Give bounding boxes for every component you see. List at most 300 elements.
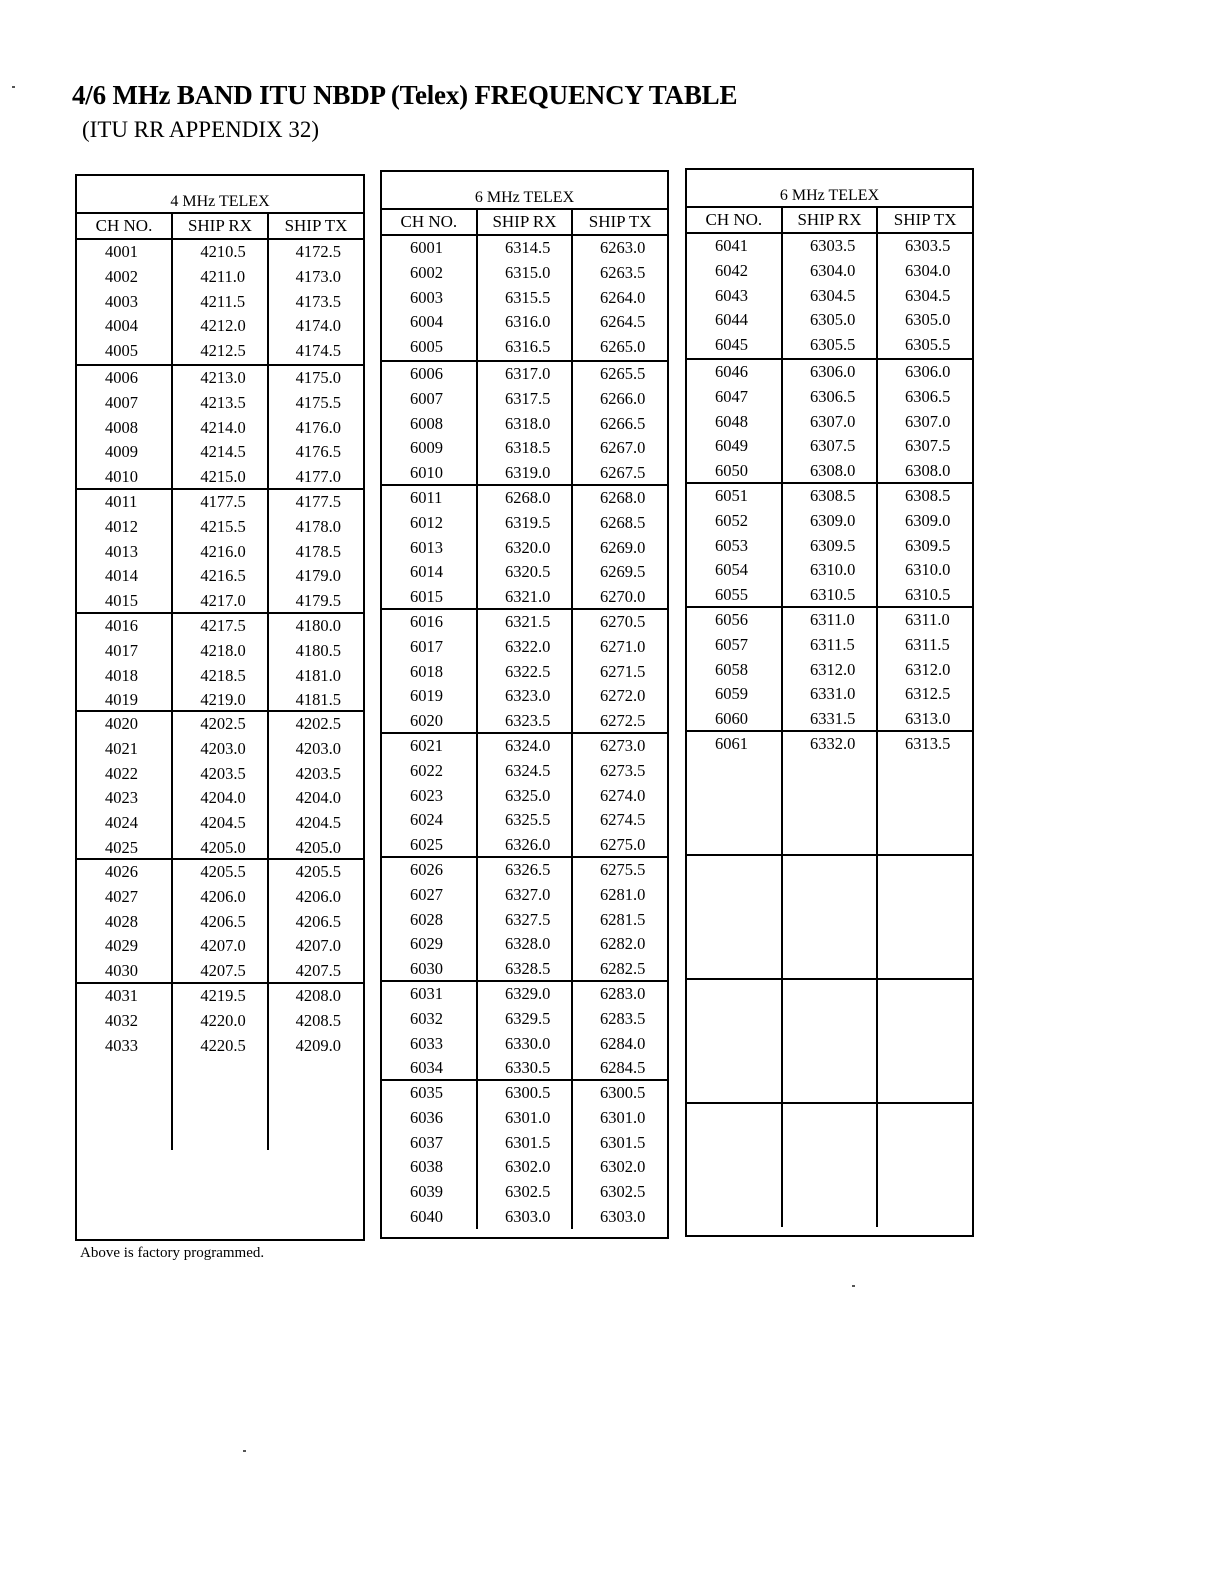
ship-tx-frequency: 6305.0 [905,310,951,330]
ship-tx-frequency: 6306.0 [905,362,951,381]
ship-rx-frequency: 6327.5 [505,909,551,929]
ship-rx-frequency: 4215.5 [200,516,246,536]
table-row [687,682,972,707]
ship-rx-frequency: 6304.5 [810,285,856,305]
channel-number: 6013 [410,537,443,557]
ship-tx-frequency: 4174.0 [295,316,342,336]
channel-number: 6025 [410,835,443,855]
channel-number: 4023 [105,788,138,808]
ship-rx-frequency: 4177.5 [200,492,246,511]
table-row [77,589,363,614]
column-header-ship-rx: SHIP RX [476,210,572,234]
channel-number: 6049 [715,436,748,456]
ship-tx-frequency: 4173.0 [295,266,342,286]
table-row [382,236,667,261]
ship-rx-frequency: 6329.0 [505,984,551,1003]
channel-group [77,612,363,710]
ship-rx-frequency: 6310.5 [810,585,856,605]
ship-rx-frequency: 6302.5 [505,1182,551,1202]
ship-rx-frequency: 4214.0 [200,417,246,437]
ship-rx-frequency: 6322.5 [505,661,551,681]
ship-tx-frequency: 6263.5 [600,262,646,282]
channel-number: 4001 [105,242,138,261]
table-row [382,833,667,858]
channel-number: 4026 [105,862,138,881]
channel-number: 6033 [410,1033,443,1053]
channel-number: 4022 [105,763,138,783]
scan-speck [243,1450,246,1452]
ship-tx-frequency: 6275.5 [600,860,646,879]
table-4mhz-telex [75,174,365,1241]
ship-rx-frequency: 6305.5 [810,335,856,355]
channel-group [77,240,363,364]
ship-tx-frequency: 4175.5 [295,392,342,412]
ship-tx-frequency: 6264.5 [600,312,646,332]
ship-rx-frequency: 4211.5 [200,291,246,311]
channel-number: 6001 [410,238,443,257]
channel-number: 4008 [105,417,138,437]
ship-rx-frequency: 6316.5 [505,337,551,357]
channel-number: 6014 [410,562,443,582]
ship-tx-frequency: 6265.0 [600,337,646,357]
channel-number: 4011 [105,492,138,511]
channel-group [687,606,972,730]
ship-tx-frequency: 4181.5 [295,690,342,710]
ship-rx-frequency: 4219.0 [200,690,246,710]
ship-rx-frequency: 6324.0 [505,736,551,755]
ship-rx-frequency: 4206.0 [200,886,246,906]
table-row [687,284,972,309]
table-row [382,1007,667,1032]
ship-rx-frequency: 6311.0 [810,610,855,629]
ship-tx-frequency: 4172.5 [295,242,342,261]
ship-rx-frequency: 6327.0 [505,884,551,904]
ship-rx-frequency: 6307.0 [810,411,856,431]
ship-rx-frequency: 6323.5 [505,711,551,731]
ship-tx-frequency: 6267.5 [600,463,646,483]
ship-tx-frequency: 4177.5 [295,492,342,511]
table-row [382,883,667,908]
ship-tx-frequency: 4175.0 [295,368,342,387]
ship-tx-frequency: 6311.0 [905,610,950,629]
ship-tx-frequency: 4206.5 [295,911,342,931]
table-row [382,436,667,461]
ship-rx-frequency: 6331.0 [810,684,856,704]
ship-tx-frequency: 6266.0 [600,388,646,408]
ship-rx-frequency: 6308.5 [810,486,856,505]
table-header [77,176,363,214]
column-header-ch-no: CH NO. [400,212,458,231]
channel-group [382,1079,667,1229]
channel-number: 6023 [410,785,443,805]
channel-number: 4018 [105,665,138,685]
ship-tx-frequency: 4207.5 [295,961,342,981]
ship-tx-frequency: 4179.0 [295,566,342,586]
ship-rx-frequency: 6328.0 [505,934,551,954]
table-row [77,639,363,664]
table-row [687,509,972,534]
ship-tx-frequency: 6273.5 [600,760,646,780]
table-row [382,1032,667,1057]
ship-tx-frequency: 4180.5 [295,640,342,660]
channel-group [77,982,363,1150]
table-row [77,762,363,787]
ship-tx-frequency: 6302.5 [600,1182,646,1202]
ship-tx-frequency: 6308.0 [905,461,951,481]
ship-rx-frequency: 4207.5 [200,961,246,981]
ship-tx-frequency: 6266.5 [600,413,646,433]
table-row [382,310,667,335]
table-row [77,339,363,364]
table-row [77,664,363,689]
ship-rx-frequency: 6305.0 [810,310,856,330]
channel-number: 4021 [105,738,138,758]
table-row [77,440,363,465]
table-6mhz-telex-b [685,168,974,1237]
ship-rx-frequency: 4203.5 [200,763,246,783]
table-row [382,536,667,561]
table-row [382,660,667,685]
table-header-label: 4 MHz TELEX [170,193,270,210]
table-row [382,286,667,311]
channel-number: 4017 [105,640,138,660]
ship-tx-frequency: 6281.5 [600,909,646,929]
ship-tx-frequency: 6307.5 [905,436,951,456]
ship-tx-frequency: 4208.0 [295,986,342,1005]
ship-rx-frequency: 6306.0 [810,362,856,381]
table-row [687,633,972,658]
ship-tx-frequency: 6310.0 [905,560,951,580]
channel-number: 6020 [410,711,443,731]
ship-rx-frequency: 6317.5 [505,388,551,408]
ship-rx-frequency: 6329.5 [505,1008,551,1028]
ship-tx-frequency: 6284.5 [600,1058,646,1078]
channel-number: 4009 [105,442,138,462]
ship-rx-frequency: 4215.0 [200,467,246,487]
ship-tx-frequency: 6271.5 [600,661,646,681]
ship-rx-frequency: 4213.5 [200,392,246,412]
channel-group [382,360,667,484]
table-row [77,934,363,959]
ship-tx-frequency: 4206.0 [295,886,342,906]
column-header-ship-tx: SHIP TX [571,210,667,234]
channel-number: 6003 [410,287,443,307]
ship-tx-frequency: 6270.5 [600,612,646,631]
table-row [77,1034,363,1059]
channel-number: 6047 [715,386,748,406]
channel-group [687,1102,972,1227]
channel-number: 6041 [715,236,748,255]
table-row [77,959,363,984]
channel-number: 6029 [410,934,443,954]
channel-number: 6054 [715,560,748,580]
ship-tx-frequency: 4208.5 [295,1010,342,1030]
table-row [382,709,667,734]
channel-number: 4003 [105,291,138,311]
ship-tx-frequency: 6265.5 [600,364,646,383]
ship-rx-frequency: 6325.5 [505,810,551,830]
ship-rx-frequency: 6330.5 [505,1058,551,1078]
ship-tx-frequency: 6264.0 [600,287,646,307]
ship-tx-frequency: 4209.0 [295,1035,342,1055]
ship-rx-frequency: 4205.5 [200,862,246,881]
channel-number: 6050 [715,461,748,481]
ship-rx-frequency: 6303.0 [505,1206,551,1226]
table-row [77,910,363,935]
ship-tx-frequency: 4204.5 [295,813,342,833]
channel-number: 6019 [410,686,443,706]
ship-rx-frequency: 6304.0 [810,260,856,280]
table-row [687,608,972,633]
ship-tx-frequency: 4205.0 [295,837,342,857]
channel-number: 6053 [715,535,748,555]
ship-tx-frequency: 6273.0 [600,736,646,755]
ship-rx-frequency: 6311.5 [810,634,855,654]
table-row [687,234,972,259]
table-row [77,984,363,1009]
channel-number: 6037 [410,1132,443,1152]
table-row [382,734,667,759]
ship-tx-frequency: 6307.0 [905,411,951,431]
table-row [382,932,667,957]
ship-rx-frequency: 6316.0 [505,312,551,332]
table-row [77,416,363,441]
ship-tx-frequency: 4205.5 [295,862,342,881]
ship-rx-frequency: 6326.0 [505,835,551,855]
column-header-ship-tx: SHIP TX [876,208,972,232]
channel-number: 6010 [410,463,443,483]
table-row [382,1106,667,1131]
table-row [687,333,972,358]
channel-number: 4005 [105,341,138,361]
channel-number: 4031 [105,986,138,1005]
ship-tx-frequency: 6305.5 [905,335,951,355]
channel-number: 6035 [410,1083,443,1102]
table-row [382,335,667,360]
ship-rx-frequency: 6321.0 [505,587,551,607]
table-row [382,957,667,982]
ship-rx-frequency: 6302.0 [505,1157,551,1177]
channel-number: 6026 [410,860,443,879]
ship-rx-frequency: 6322.0 [505,636,551,656]
channel-group [382,980,667,1079]
table-row [382,486,667,511]
channel-number: 6018 [410,661,443,681]
ship-tx-frequency: 6263.0 [600,238,646,257]
ship-tx-frequency: 6283.5 [600,1008,646,1028]
channel-number: 4016 [105,616,138,635]
table-row [382,759,667,784]
channel-number: 4012 [105,516,138,536]
ship-tx-frequency: 6309.0 [905,510,951,530]
channel-number: 6057 [715,634,748,654]
channel-number: 4030 [105,961,138,981]
ship-tx-frequency: 6268.5 [600,512,646,532]
channel-number: 6046 [715,362,748,381]
channel-number: 4029 [105,936,138,956]
ship-rx-frequency: 6326.5 [505,860,551,879]
column-headers [77,214,363,240]
ship-tx-frequency: 4181.0 [295,665,342,685]
ship-tx-frequency: 6303.0 [600,1206,646,1226]
ship-tx-frequency: 4178.0 [295,516,342,536]
channel-number: 6055 [715,585,748,605]
channel-number: 6048 [715,411,748,431]
table-header [382,172,667,210]
ship-rx-frequency: 4202.5 [200,714,246,733]
ship-rx-frequency: 6318.0 [505,413,551,433]
ship-rx-frequency: 6321.5 [505,612,551,631]
channel-number: 4019 [105,690,138,710]
table-row [687,484,972,509]
ship-rx-frequency: 6268.0 [505,488,551,507]
channel-number: 6061 [715,734,748,753]
ship-rx-frequency: 6306.5 [810,386,856,406]
ship-tx-frequency: 4204.0 [295,788,342,808]
channel-number: 6038 [410,1157,443,1177]
ship-tx-frequency: 6275.0 [600,835,646,855]
table-row [687,534,972,559]
ship-tx-frequency: 6281.0 [600,884,646,904]
channel-number: 6027 [410,884,443,904]
ship-tx-frequency: 6306.5 [905,386,951,406]
channel-group [382,608,667,732]
channel-number: 6005 [410,337,443,357]
channel-group [687,482,972,606]
ship-rx-frequency: 6301.5 [505,1132,551,1152]
ship-tx-frequency: 4174.5 [295,341,342,361]
column-headers [382,210,667,236]
table-row [382,362,667,387]
channel-number: 6016 [410,612,443,631]
ship-tx-frequency: 4202.5 [295,714,342,733]
ship-tx-frequency: 6274.5 [600,810,646,830]
table-row [687,558,972,583]
channel-number: 6060 [715,709,748,729]
table-row [77,540,363,565]
ship-rx-frequency: 6309.0 [810,510,856,530]
table-row [687,259,972,284]
ship-rx-frequency: 4206.5 [200,911,246,931]
ship-rx-frequency: 6330.0 [505,1033,551,1053]
channel-group [687,854,972,978]
table-row [382,610,667,635]
table-row [382,387,667,412]
ship-rx-frequency: 4212.0 [200,316,246,336]
ship-rx-frequency: 4220.0 [200,1010,246,1030]
channel-number: 6058 [715,659,748,679]
ship-tx-frequency: 4203.5 [295,763,342,783]
channel-number: 4032 [105,1010,138,1030]
table-row [687,360,972,385]
ship-rx-frequency: 4212.5 [200,341,246,361]
channel-number: 6034 [410,1058,443,1078]
ship-tx-frequency: 4178.5 [295,541,342,561]
column-header-ship-rx: SHIP RX [171,214,267,238]
table-row [77,265,363,290]
channel-number: 4020 [105,714,138,733]
channel-number: 6021 [410,736,443,755]
channel-number: 6030 [410,959,443,979]
table-row [77,490,363,515]
ship-tx-frequency: 6274.0 [600,785,646,805]
ship-rx-frequency: 4216.5 [200,566,246,586]
channel-number: 4013 [105,541,138,561]
table-row [382,808,667,833]
channel-number: 6039 [410,1182,443,1202]
ship-rx-frequency: 4218.5 [200,665,246,685]
channel-number: 6012 [410,512,443,532]
table-row [687,707,972,732]
ship-rx-frequency: 6312.0 [810,659,856,679]
channel-number: 6032 [410,1008,443,1028]
channel-number: 4014 [105,566,138,586]
ship-rx-frequency: 6319.0 [505,463,551,483]
ship-tx-frequency: 6282.5 [600,959,646,979]
channel-group [77,488,363,612]
table-row [77,614,363,639]
ship-rx-frequency: 6328.5 [505,959,551,979]
ship-rx-frequency: 6320.5 [505,562,551,582]
table-header-label: 6 MHz TELEX [779,187,880,204]
column-header-ship-rx: SHIP RX [781,208,877,232]
channel-group [77,858,363,982]
channel-number: 4010 [105,467,138,487]
channel-number: 6002 [410,262,443,282]
table-body [77,240,363,1150]
table-row [687,308,972,333]
ship-tx-frequency: 6284.0 [600,1033,646,1053]
channel-group [687,358,972,482]
ship-tx-frequency: 4203.0 [295,738,342,758]
channel-group [382,484,667,608]
ship-tx-frequency: 6309.5 [905,535,951,555]
ship-rx-frequency: 6331.5 [810,709,856,729]
ship-tx-frequency: 6301.0 [600,1107,646,1127]
channel-group [77,364,363,488]
channel-number: 4027 [105,886,138,906]
channel-number: 6031 [410,984,443,1003]
ship-tx-frequency: 4173.5 [295,291,342,311]
footnote: Above is factory programmed. [80,1245,265,1261]
ship-tx-frequency: 6270.0 [600,587,646,607]
ship-rx-frequency: 4207.0 [200,936,246,956]
table-row [77,564,363,589]
channel-number: 4028 [105,911,138,931]
table-row [77,885,363,910]
ship-rx-frequency: 6315.5 [505,287,551,307]
table-row [382,261,667,286]
ship-tx-frequency: 6312.0 [905,659,951,679]
table-row [382,684,667,709]
table-row [77,366,363,391]
ship-tx-frequency: 6282.0 [600,934,646,954]
ship-tx-frequency: 6312.5 [905,684,951,704]
ship-tx-frequency: 6269.0 [600,537,646,557]
ship-rx-frequency: 6324.5 [505,760,551,780]
channel-number: 6024 [410,810,443,830]
channel-number: 6036 [410,1107,443,1127]
ship-rx-frequency: 4205.0 [200,837,246,857]
channel-number: 6042 [715,260,748,280]
scan-speck [852,1285,855,1287]
ship-tx-frequency: 4207.0 [295,936,342,956]
table-row [77,860,363,885]
table-row [687,658,972,683]
table-row [382,784,667,809]
ship-rx-frequency: 6309.5 [810,535,856,555]
table-row [382,1131,667,1156]
